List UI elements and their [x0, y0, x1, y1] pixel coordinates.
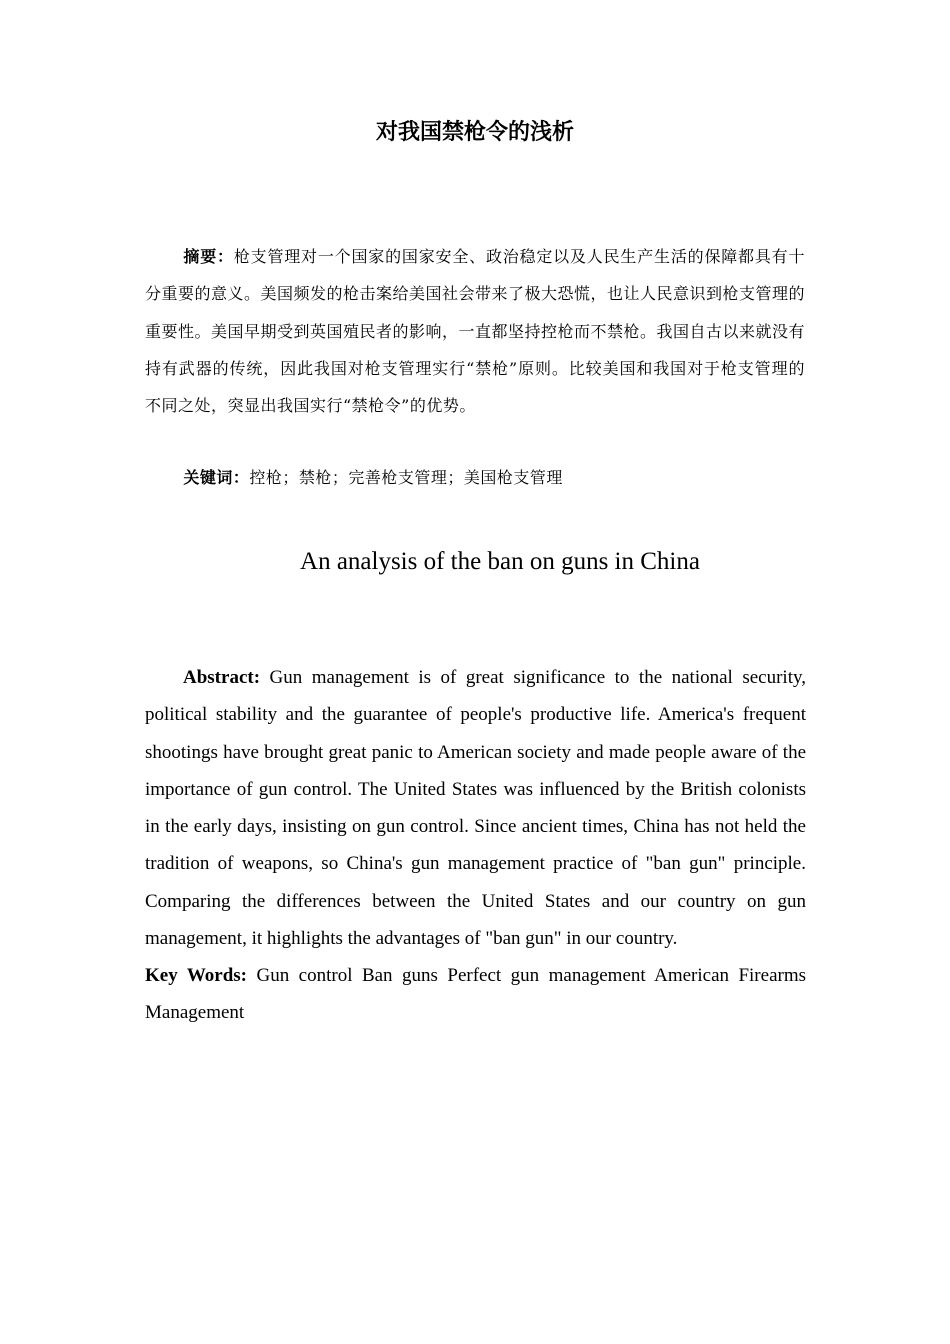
english-keywords-label: Key Words:	[145, 965, 248, 986]
chinese-title: 对我国禁枪令的浅析	[375, 119, 574, 145]
chinese-abstract-label: 摘要：	[183, 247, 234, 266]
english-abstract-label: Abstract:	[183, 667, 261, 688]
english-keywords-text: Gun control Ban guns Perfect gun management American Firearms Management	[145, 965, 807, 1023]
chinese-keywords-text: 控枪；禁枪；完善枪支管理；美国枪支管理	[249, 468, 563, 487]
english-title: An analysis of the ban on guns in China	[300, 548, 700, 575]
english-abstract	[145, 659, 806, 957]
chinese-abstract-text: 枪支管理对一个国家的国家安全、政治稳定以及人民生产生活的保障都具有十分重要的意义。美国频发的枪击案给美国社会带来了极大恐慌，也让人民意识到枪支管理的重要性。美国早期受到英国殖民者的影响，一直都坚持控枪而不禁枪。我国自古以来就没有持有武器的传统，因此我国对枪支管理实行“禁枪”原则。比较美国和我国对于枪支管理的不同之处，突显出我国实行“禁枪令”的优势。	[145, 247, 806, 416]
english-keywords	[145, 957, 806, 1031]
english-abstract-text: Gun management is of great significance to the national security, political stability and the guarantee of people's productive life. America's frequent shootings have brought great panic to American society and made people aware of the importance of gun control. The United States was influenced by the British colonists in the early days, insisting on gun control. Since ancient times, China has not held the tradition of weapons, so China's gun management practice of "ban gun" principle. Comparing the differences between the United States and our country on gun management, it highlights the advantages of "ban gun" in our country.	[145, 667, 806, 950]
chinese-keywords-label: 关键词：	[183, 468, 250, 487]
chinese-abstract	[145, 238, 805, 424]
chinese-keywords	[145, 461, 805, 495]
